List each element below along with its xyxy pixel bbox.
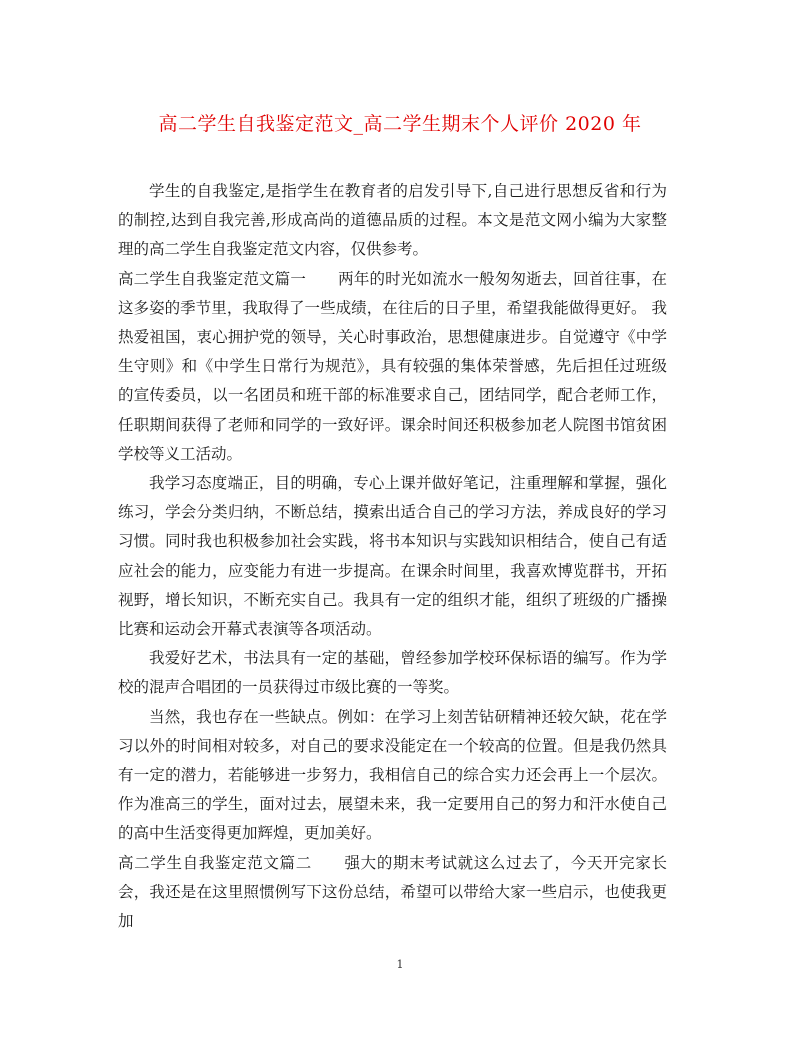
document-body [118, 177, 667, 936]
intro-paragraph: 学生的自我鉴定,是指学生在教育者的启发引导下,自己进行思想反省和行为的制控,达到自我完善,形成高尚的道德品质的过程。本文是范文网小编为大家整理的高二学生自我鉴定范文内容，仅供参考。 [118, 182, 667, 259]
section-1-paragraph-4: 当然，我也存在一些缺点。例如：在学习上刻苦钻研精神还较欠缺，花在学习以外的时间相对较多，对自己的要求没能定在一个较高的位置。但是我仍然具有一定的潜力，若能够进一步努力，我相信自己的综合实力还会再上一个层次。作为准高三的学生，面对过去，展望未来，我一定要用自己的努力和汗水使自己的高中生活变得更加辉煌，更加美好。 [118, 707, 667, 843]
section-2-heading: 高二学生自我鉴定范文篇二 [118, 853, 312, 872]
page-number: 1 [396, 958, 404, 971]
section-1-paragraph-2: 我学习态度端正，目的明确，专心上课并做好笔记，注重理解和掌握，强化练习，学会分类归纳，不断总结，摸索出适合自己的学习方法，养成良好的学习习惯。同时我也积极参加社会实践，将书本知识与实践知识相结合，使自己有适应社会的能力，应变能力有进一步提高。在课余时间里，我喜欢博览群书，开拓视野，增长知识，不断充实自己。我具有一定的组织才能，组织了班级的广播操比赛和运动会开幕式表演等各项活动。 [118, 474, 667, 639]
section-1-paragraph-3: 我爱好艺术，书法具有一定的基础，曾经参加学校环保标语的编写。作为学校的混声合唱团的一员获得过市级比赛的一等奖。 [118, 649, 667, 697]
document-title: 高二学生自我鉴定范文_高二学生期末个人评价 2020 年 [158, 113, 642, 135]
section-2-first-paragraph [118, 849, 667, 937]
section-2-paragraph-1: 强大的期末考试就这么过去了，今天开完家长会，我还是在这里照惯例写下这份总结，希望可以带给大家一些启示，也使我更加 [118, 853, 667, 931]
section-1-heading: 高二学生自我鉴定范文篇一 [118, 269, 306, 288]
section-1-paragraph-1: 两年的时光如流水一般匆匆逝去，回首往事，在这多姿的季节里，我取得了一些成绩，在往后的日子里，希望我能做得更好。 我热爱祖国，衷心拥护党的领导，关心时事政治，思想健康进步。自觉遵守《中学生守则》和《中学生日常行为规范》，具有较强的集体荣誉感，先后担任过班级的宣传委员，以一名团员和班干部的标准要求自己，团结同学，配合老师工作，任职期间获得了老师和同学的一致好评。课余时间还积极参加老人院图书馆贫困学校等义工活动。 [118, 269, 667, 463]
section-1-first-paragraph [118, 265, 667, 469]
